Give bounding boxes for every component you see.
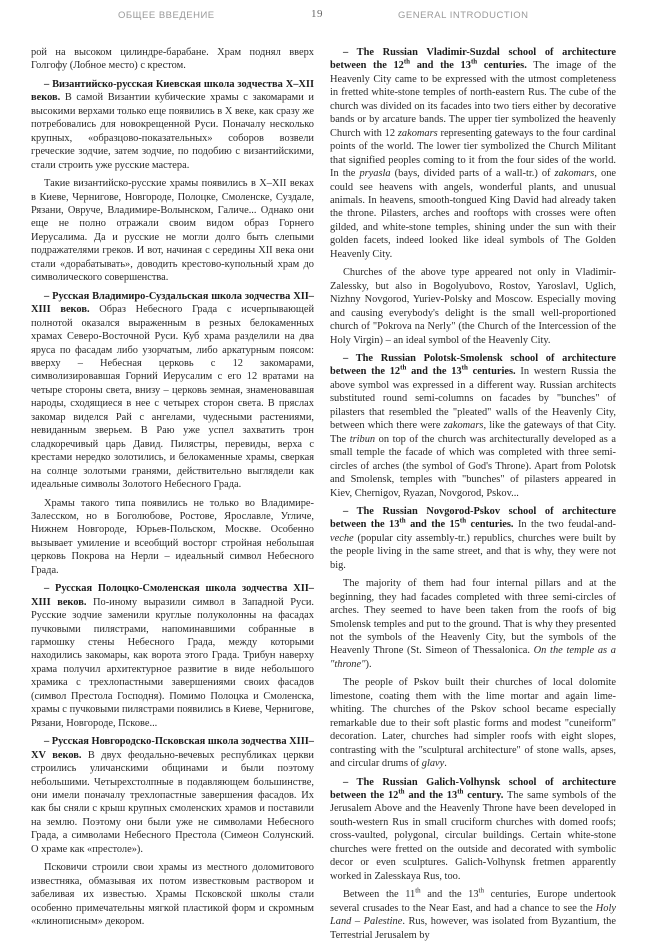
section-polotsk-smolensk — [31, 582, 314, 730]
section-novgorod-pskov-en: – The Russian Novgorod-Pskov school of architecture between the 13th and the 15th centuries. In the two feudal-and-veche (popular city assembly-tr.) republics, churches were built by the people living in the same street, and that is why, they were not big. — [330, 505, 616, 571]
paragraph: Churches of the above type appeared not only in Vladimir-Zalessky, but also in Bogolyubovo, Rostov, Yaroslavl, Uglich, Nizhny Novgorod, Yuriev-Polsky and Moscow. Especially moving and causing everybody's delight is the small well-proportioned church of "Pokrova na Nerly" (the Church of the Intercession of the Holy Virgin) – an ideal symbol of the Heavenly City. — [330, 267, 616, 346]
paragraph: Такие византийско-русские храмы появились в X–XII веках в Киеве, Чернигове, Новгороде, Полоцке, Смоленске, Суздале, Рязани, Овруче, Владимире-Волынском, Галиче... Однако они еще не полно отражали своим видом образ Горнего Иерусалима. Да и русские не могли долго быть слепыми подражателями греков. И вот, начиная с середины XII века они стали «дорабатывать», доводить крестово-купольный храм до символического совершенства. — [31, 178, 314, 284]
section-body: По-иному выразили символ в Западной Руси. Русские зодчие заменили круглые полуколонны на фасадах пучковыми пилястрами, напоминавшими собранные в гармошку стены Небесного Града, между которыми находились закомары, как ворота этого Града. Трибун наверху храма получил архитектурное развитие в виде небольшого храмика с трехлопастными завершениями своих фасадов (символ Престола Господня). Помимо Полоцка и Смоленска, храмы с пучковыми пилястрами появились в Киеве, Чернигове, Рязани, Новгороде, Пскове... — [31, 596, 314, 729]
header-right-title: GENERAL INTRODUCTION — [398, 10, 529, 21]
section-polotsk-smolensk-en: – The Russian Polotsk-Smolensk school of architecture between the 12th and the 13th centuries. In western Russia the above symbol was expressed in a different way. Russian architects substituted round semi-columns on facades by "bunches" of pilasters that resembled the "pleated" walls of the Heavenly City, between which there were zakomars, like the gateways of that City. The tribun on top of the church was architecturally developed as a small temple the facade of which was completed with three semi-circles of arches (the symbol of God's Throne). Apart from Polotsk and Smolensk, temples with "bunches" of pilasters appeared in Kiev, Chernigov, Ryazan, Novgorod, Pskov... — [330, 352, 617, 499]
paragraph: Храмы такого типа появились не только во Владимире-Залесском, но в Боголюбове, Ростове, Ярославле, Угличе, Нижнем Новгороде, Юрьев-Польском, Москве. Особенно вызывает умиление и всеобщий восторг стройная небольшая церковь Покрова на Нерли – идеальный символ Небесного Града. — [31, 497, 314, 576]
section-body: В самой Византии кубические храмы с закомарами и высокими верхами только еще появились в X веке, как сразу же потребовались для новокрещенной Руси. Поначалу несколько крупных, «образцово-показательных» соборов возвели греческие зодчие, затем зодчие, по подобию с византийскими, стали строить уже русские мастера. — [31, 92, 314, 171]
running-header — [0, 8, 646, 24]
section-heading: – Русская Полоцко-Смоленская школа зодчества XII–XIII веков. — [31, 583, 314, 608]
section-novgorod-pskov — [31, 735, 314, 856]
paragraph: The people of Pskov built their churches of local dolomite limestone, coating them with the lime mortar and again lime-whiting. The churches of the Pskov school became especially remarkable due to their soft plastic forms and modest "cuneiform" decoration. Later, churches had simpler roofs with eight slopes, contrasting with the "sculptural architecture" of stone walls, apses, and circular drums of glavy. — [330, 677, 616, 770]
section-kiev — [31, 78, 314, 172]
paragraph: Between the 11th and the 13th centuries, Europe undertook several crusades to the Near East, and had a chance to see the Holy Land – Palestine. Rus, however, was isolated from Byzantium, the Terrestrial Jerusalem by — [330, 886, 617, 941]
russian-text-column — [31, 46, 314, 934]
paragraph: The majority of them had four internal pillars and at the beginning, they had facades completed with three semi-circles of arches. They seemed to have been taken from the roofs of big Smolensk temples and put to the ground. That is why they presented not the symbols of the Heavenly City, but the symbols of the Heavenly Throne (St. Simeon of Thessalonica. On the temple as a "throne"). — [330, 578, 617, 670]
section-heading: – The Russian Polotsk-Smolensk school of architecture between the 12th and the 13th centuries. — [330, 352, 616, 378]
section-heading: – The Russian Novgorod-Pskov school of architecture between the 13th and the 15th centuries. — [330, 505, 616, 531]
section-galich-volhynsk-en: – The Russian Galich-Volhynsk school of architecture between the 12th and the 13th century. The same symbols of the Jerusalem Above and the Heavenly Throne have been developed in south-western Rus in small cruciform churches with domed roofs; cross-vaulted, polygonal, circular buildings. Certain white-stone churches were fretted on the outside and decorated with symbolic decor or even sculptures. Galich-Volhynsk fretmen apparently worked in Zalesskaya Rus, too. — [330, 776, 617, 882]
paragraph: рой на высоком цилиндре-барабане. Храм поднял вверх Голгофу (Лобное место) с крестом. — [31, 47, 314, 72]
section-body: В двух феодально-вечевых республиках церкви строились уличанскими общинами и были поэтому небольшими. Четырехстолпные в подавляющем большинстве, они имели поначалу трехлопастные завершения фасадов. Их как бы сняли с крыш крупных смоленских храмов и поставили на землю. Поэтому они были уже не символами Небесного Града, а символами Небесного Престола (Симеон Солунский. О храме как «престоле»). — [31, 749, 314, 855]
section-heading: – Византийско-русская Киевская школа зодчества X–XII веков. — [31, 78, 314, 104]
header-left-title: ОБЩЕЕ ВВЕДЕНИЕ — [118, 10, 215, 21]
english-text-column — [330, 46, 616, 947]
section-heading: – The Russian Galich-Volhynsk school of architecture between the 12th and the 13th century. — [330, 776, 616, 802]
section-vladimir-suzdal — [31, 290, 314, 492]
section-heading: – Русская Новгородско-Псковская школа зодчества XIII–XV веков. — [31, 736, 315, 761]
section-heading: – The Russian Vladimir-Suzdal school of architecture between the 12th and the 13th centuries. — [330, 47, 616, 72]
section-body: Образ Небесного Града с исчерпывающей полнотой оказался выраженным в резных белокаменных храмах Северо-Восточной Руси. Куб храма разделили на два яруса по фасадам либо узорчатым, либо аркатурным поясом: вверху – Небесная церковь с 12 закомарами, символизировавшая Горний Иерусалим с его 12 вратами на четыре стороны света, внизу – церковь земная, знаменовавшая народы, сходящиеся в нее с четырех сторон света. В пряслах закомар виделся Рай с ангелами, чудесными растениями, невиданным зверьем. В Раю уже успел захватить трон сладкоречивый царь Давид. Пилястры, перевиды, верха с крестами нередко золотились, и белокаменные храмы, сверкая на солнце золотыми гранями, действительно выглядели как идеальные символы Золотого Небесного Града. — [31, 304, 315, 491]
section-heading: – Русская Владимиро-Суздальская школа зодчества XII–XIII веков. — [31, 290, 314, 316]
page-number: 19 — [311, 8, 323, 20]
paragraph: Псковичи строили свои храмы из местного доломитового известняка, обмазывая их потом известковым раствором и забеливая их известью. Храмы Псковской школы стали особенно примечательны мягкой пластикой форм и скромным «клинописным» декором. — [31, 862, 314, 928]
section-vladimir-suzdal-en: – The Russian Vladimir-Suzdal school of architecture between the 12th and the 13th centuries. The image of the Heavenly City came to be expressed with the utmost completeness in fretted white-stone temples of north-eastern Rus. The cube of the church was divided on its facades into two tiers either by decorative bands or by arcature bands. The upper tier symbolized the heavenly Church with 12 zakomars representing gateways to the four cardinal points of the world. The lower tier symbolized the Church Militant that signified peoples coming to it from the four sides of the world. In the pryasla (bays, divided parts of a wall-tr.) of zakomars, one could see heavens with angels, wonderful plants, and unusual animals. In heavens, smooth-tongued King David had already taken the throne. Pilasters, arches and rooftops with crosses were often gilded, and white-stone temples, shining under the sun with their golden facets, indeed looked like ideal symbols of The Golden Heavenly City. — [330, 47, 617, 260]
